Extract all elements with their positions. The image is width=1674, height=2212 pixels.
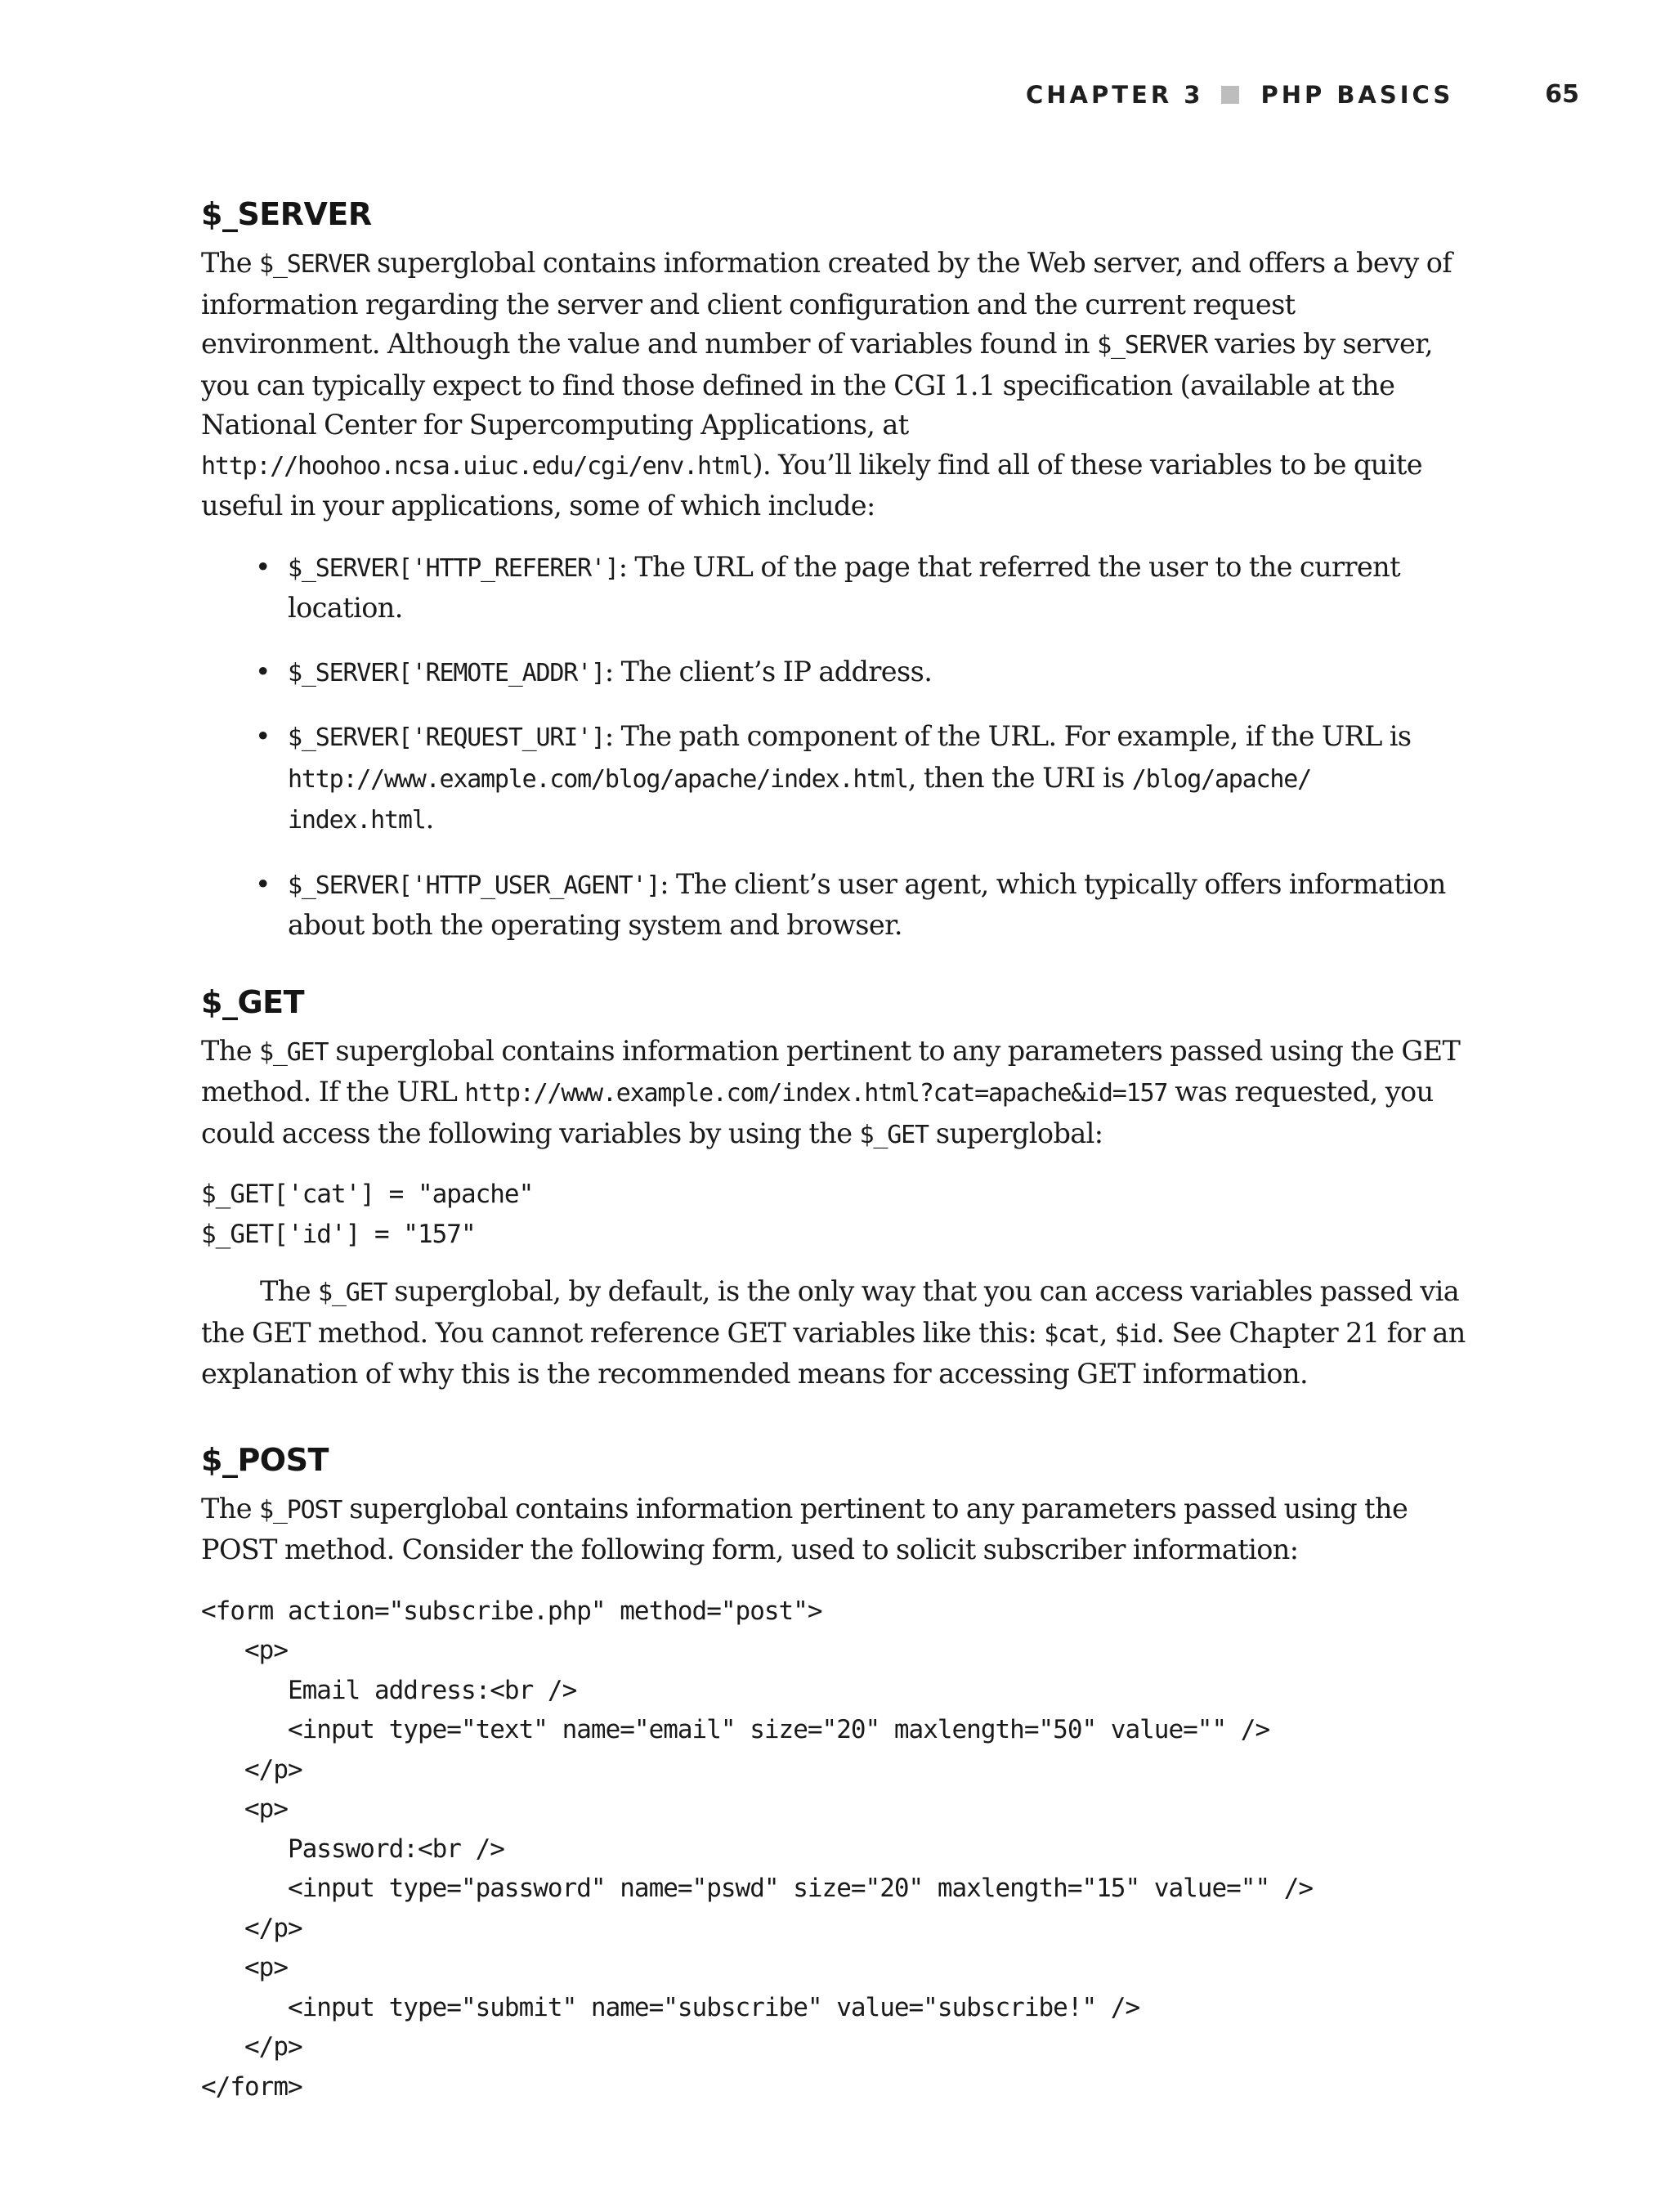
bullet-icon: • (255, 655, 271, 687)
chapter-label: CHAPTER 3 (1025, 80, 1204, 109)
server-paragraph: The $_SERVER superglobal contains information created by the Web server, and offers a bevy of information regarding the server and client configuration and the current request environment. Although the value and number of variables found in $_SERVER varies by server, you can typically expect to find those defined in the CGI 1.1 specification (available at the National Center for Supercomputing Applications, at http://hoohoo.ncsa.uiuc.edu/cgi/env.html). You’ll likely find all of these variables to be quite useful in your applications, some of which include: (201, 247, 1452, 522)
list-item: • $_SERVER['HTTP_REFERER']: The URL of the page that referred the user to the current location. (201, 548, 1476, 629)
post-heading: $_POST (201, 1441, 329, 1478)
get-section (201, 976, 1476, 1395)
get-paragraph: The $_GET superglobal contains information pertinent to any parameters passed using the GET method. If the URL http://www.example.com/index.html?cat=apache&id=157 was requested, you could access the following variables by using the $_GET superglobal: (201, 1034, 1461, 1149)
code-line: $_GET['cat'] = "apache" (201, 1180, 534, 1209)
square-separator-icon (1221, 86, 1239, 104)
get-paragraph-2: The $_GET superglobal, by default, is the only way that you can access variables passed via the GET method. You cannot reference GET variables like this: $cat, $id. See Chapter 21 for an explanation of why this is the recommended means for accessing GET information. (201, 1275, 1466, 1390)
get-code-example (201, 1175, 1476, 1254)
code-line: $_GET['id'] = "157" (201, 1219, 476, 1249)
get-heading: $_GET (201, 983, 305, 1020)
page-content (201, 188, 1476, 2107)
inline-code: $_SERVER (259, 250, 369, 279)
chapter-title: PHP BASICS (1260, 80, 1454, 109)
server-variable-list (201, 548, 1476, 946)
list-item: • $_SERVER['REQUEST_URI']: The path component of the URL. For example, if the URL is http://www.example.com/blog/apache/index.html, then the URI is /blog/apache/ index.html. (201, 717, 1476, 841)
bullet-icon: • (255, 867, 271, 900)
inline-url: http://hoohoo.ncsa.uiuc.edu/cgi/env.html (201, 451, 753, 481)
post-form-code-example: <form action="subscribe.php" method="post"> <p> Email address:<br /> <input type="text" name="email" size="20" maxlength="50" value="" /> </p> <p> Password:<br /> <input type="password" name="pswd" size="20" maxlength="15" value="" /> </p> <p> <input type="submit" name="subscribe" value="subscribe!" /> </p> </form> (201, 1596, 1314, 2102)
post-section (201, 1434, 1476, 2107)
server-section (201, 188, 1476, 946)
server-heading: $_SERVER (201, 196, 372, 232)
list-item: • $_SERVER['REMOTE_ADDR']: The client’s IP address. (201, 652, 1476, 694)
inline-url: http://www.example.com/index.html?cat=apache&id=157 (464, 1079, 1168, 1108)
bullet-icon: • (255, 720, 271, 752)
list-item: • $_SERVER['HTTP_USER_AGENT']: The client’s user agent, which typically offers information about both the operating system and browser. (201, 865, 1476, 946)
page-number: 65 (1545, 80, 1579, 109)
running-header (1026, 80, 1579, 109)
post-paragraph: The $_POST superglobal contains information pertinent to any parameters passed using the POST method. Consider the following form, used to solicit subscriber information: (201, 1492, 1408, 1565)
inline-code: $_SERVER (1097, 331, 1208, 360)
bullet-icon: • (255, 550, 271, 583)
